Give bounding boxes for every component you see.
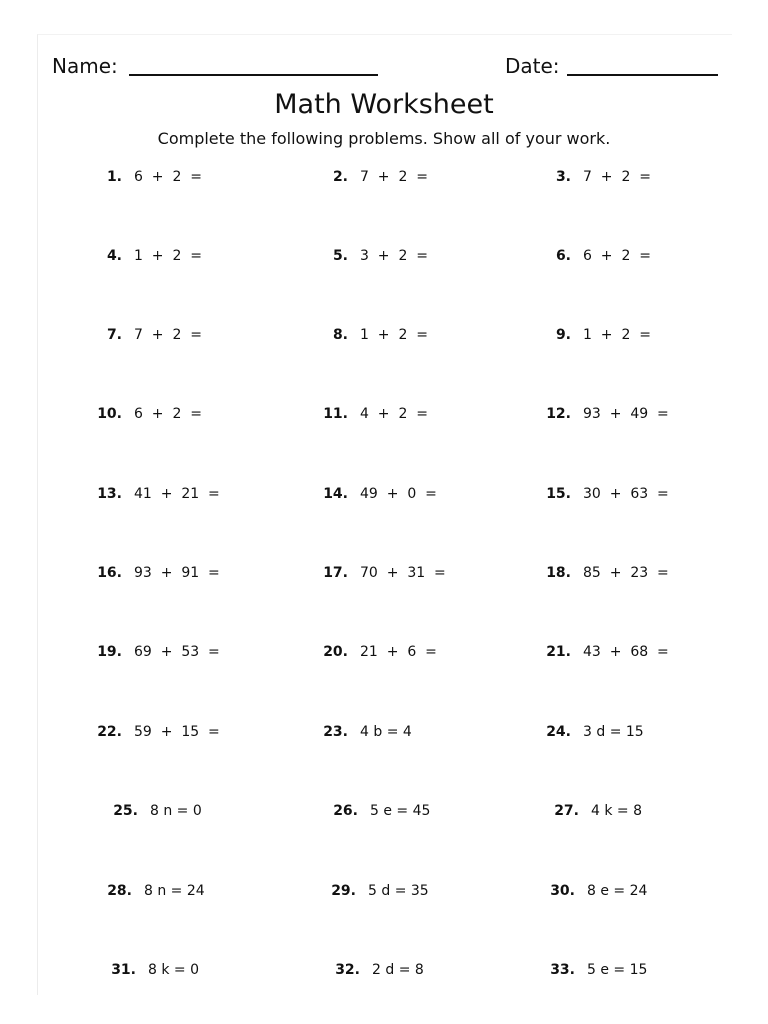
problem-item xyxy=(96,483,220,505)
problem-number: 2. xyxy=(332,169,348,185)
problem-expression: 1 + 2 = xyxy=(134,248,202,264)
problem-expression: 41 + 21 = xyxy=(134,486,220,502)
problem-expression: 70 + 31 = xyxy=(360,565,446,581)
problem-expression: 49 + 0 = xyxy=(360,486,437,502)
problem-expression: 6 + 2 = xyxy=(134,169,202,185)
problem-item xyxy=(318,641,437,663)
problem-number: 19. xyxy=(97,644,122,660)
problem-number: 8. xyxy=(332,327,348,343)
problem-number: 5. xyxy=(332,248,348,264)
problem-expression: 30 + 63 = xyxy=(583,486,669,502)
problem-item xyxy=(96,403,202,425)
problem-expression: 93 + 91 = xyxy=(134,565,220,581)
problem-item xyxy=(545,880,647,902)
problem-expression: 7 + 2 = xyxy=(583,169,651,185)
name-label: Name: xyxy=(52,54,118,78)
problem-number: 29. xyxy=(331,883,356,899)
name-blank-line[interactable] xyxy=(129,74,378,76)
problem-item xyxy=(328,800,430,822)
problem-item xyxy=(541,403,669,425)
problem-item xyxy=(541,324,651,346)
problem-number: 15. xyxy=(546,486,571,502)
problem-expression: 5 e = 15 xyxy=(587,962,648,978)
problem-item xyxy=(318,324,428,346)
problem-expression: 4 k = 8 xyxy=(591,803,643,819)
problem-number: 30. xyxy=(550,883,575,899)
problem-item xyxy=(96,324,202,346)
problem-item xyxy=(96,166,202,188)
problem-expression: 3 + 2 = xyxy=(360,248,428,264)
problem-expression: 3 d = 15 xyxy=(583,724,644,740)
problem-item xyxy=(541,245,651,267)
problem-item xyxy=(541,166,651,188)
problem-number: 21. xyxy=(546,644,571,660)
problem-expression: 4 + 2 = xyxy=(360,406,428,422)
problem-number: 17. xyxy=(323,565,348,581)
problem-item xyxy=(541,562,669,584)
problem-number: 20. xyxy=(323,644,348,660)
problem-expression: 5 e = 45 xyxy=(370,803,431,819)
problem-expression: 7 + 2 = xyxy=(134,327,202,343)
problem-number: 22. xyxy=(97,724,122,740)
problem-number: 18. xyxy=(546,565,571,581)
problem-number: 13. xyxy=(97,486,122,502)
problem-number: 24. xyxy=(546,724,571,740)
problem-number: 16. xyxy=(97,565,122,581)
problem-expression: 7 + 2 = xyxy=(360,169,428,185)
problem-number: 10. xyxy=(97,406,122,422)
problem-expression: 43 + 68 = xyxy=(583,644,669,660)
header-row xyxy=(52,54,720,82)
problem-item xyxy=(330,959,424,981)
date-blank-line[interactable] xyxy=(567,74,718,76)
problem-expression: 6 + 2 = xyxy=(134,406,202,422)
problem-number: 12. xyxy=(546,406,571,422)
problem-item xyxy=(545,959,647,981)
problem-item xyxy=(96,641,220,663)
problem-expression: 8 k = 0 xyxy=(148,962,200,978)
problem-number: 14. xyxy=(323,486,348,502)
problem-item xyxy=(318,721,412,743)
problem-number: 11. xyxy=(323,406,348,422)
problem-expression: 2 d = 8 xyxy=(372,962,424,978)
problem-item xyxy=(96,721,220,743)
problem-expression: 8 n = 0 xyxy=(150,803,202,819)
problem-expression: 6 + 2 = xyxy=(583,248,651,264)
problem-expression: 93 + 49 = xyxy=(583,406,669,422)
date-label: Date: xyxy=(505,54,560,78)
problem-expression: 8 n = 24 xyxy=(144,883,205,899)
problem-item xyxy=(110,959,199,981)
problem-number: 26. xyxy=(333,803,358,819)
problem-number: 9. xyxy=(555,327,571,343)
problem-item xyxy=(326,880,429,902)
problem-item xyxy=(318,483,437,505)
problem-expression: 1 + 2 = xyxy=(583,327,651,343)
problem-number: 6. xyxy=(555,248,571,264)
instructions: Complete the following problems. Show all of your work. xyxy=(157,129,611,148)
problem-number: 1. xyxy=(106,169,122,185)
page-title: Math Worksheet xyxy=(274,89,494,120)
problem-number: 25. xyxy=(113,803,138,819)
problem-item xyxy=(541,721,644,743)
problem-number: 28. xyxy=(107,883,132,899)
problem-item xyxy=(96,245,202,267)
problem-item xyxy=(318,166,428,188)
problem-item xyxy=(549,800,642,822)
problem-item xyxy=(318,245,428,267)
problem-number: 32. xyxy=(335,962,360,978)
problem-number: 23. xyxy=(323,724,348,740)
problem-item xyxy=(106,880,205,902)
problem-expression: 69 + 53 = xyxy=(134,644,220,660)
problem-item xyxy=(318,403,428,425)
problem-number: 3. xyxy=(555,169,571,185)
problem-expression: 85 + 23 = xyxy=(583,565,669,581)
problem-item xyxy=(318,562,446,584)
problem-item xyxy=(541,641,669,663)
problem-expression: 59 + 15 = xyxy=(134,724,220,740)
problem-expression: 8 e = 24 xyxy=(587,883,648,899)
problem-item xyxy=(112,800,202,822)
problem-number: 27. xyxy=(554,803,579,819)
problem-expression: 5 d = 35 xyxy=(368,883,429,899)
problem-number: 31. xyxy=(111,962,136,978)
problem-expression: 21 + 6 = xyxy=(360,644,437,660)
problem-number: 33. xyxy=(550,962,575,978)
problem-item xyxy=(541,483,669,505)
problem-item xyxy=(96,562,220,584)
problem-number: 4. xyxy=(106,248,122,264)
problem-expression: 1 + 2 = xyxy=(360,327,428,343)
problem-expression: 4 b = 4 xyxy=(360,724,412,740)
problem-number: 7. xyxy=(106,327,122,343)
